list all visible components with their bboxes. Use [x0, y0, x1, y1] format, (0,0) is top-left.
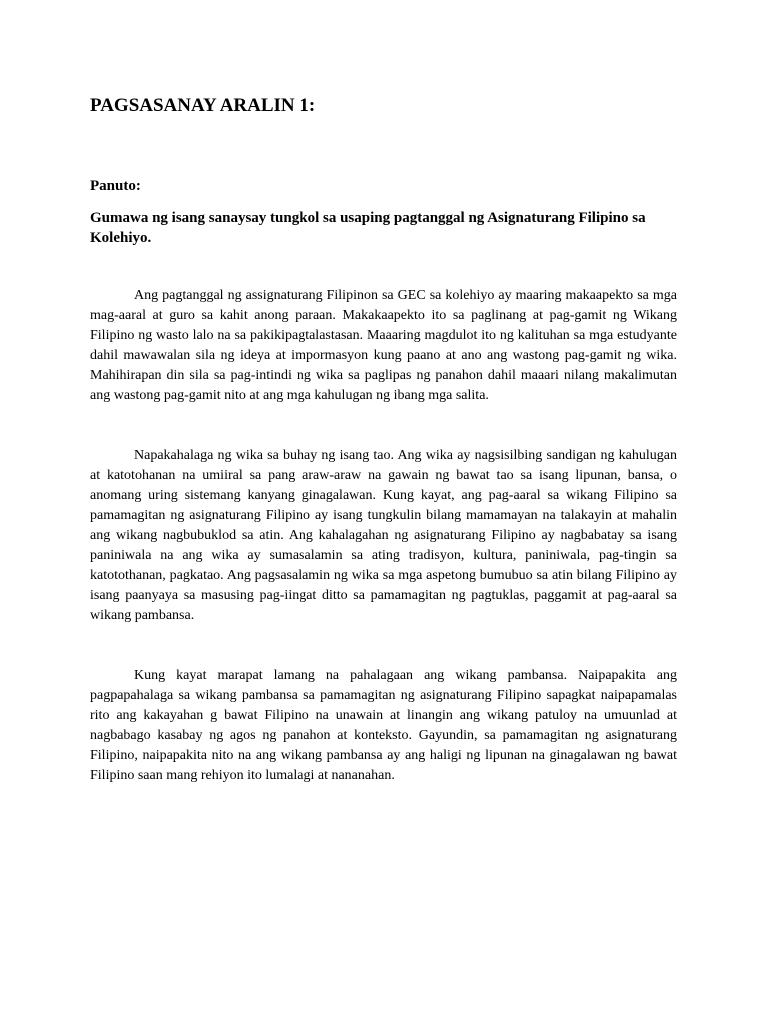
- page-title: PAGSASANAY ARALIN 1:: [90, 95, 316, 116]
- instructions-label: Panuto:: [90, 178, 141, 194]
- essay-paragraph-2: Napakahalaga ng wika sa buhay ng isang tao. Ang wika ay nagsisilbing sandigan ng kahulugan at katotohanan na umiiral sa pang araw-araw na gawain ng bawat tao sa isang lipunan, bansa, o anomang uring sistemang kanyang ginagalawan. Kung kayat, ang pag-aaral sa wikang Filipino sa pamamagitan ng asignaturang Filipino ay isang tungkulin bilang mamamayan na talakayin at mahalin ang wikang nagbubuklod sa atin. Ang kahalagahan ng asignaturang Filipino ay nagbabatay sa isang paniniwala na ang wika ay sumasalamin sa ating tradisyon, kultura, paniniwala, pag-tingin sa katotothanan, pagkatao. Ang pagsasalamin ng wika sa mga aspetong bumubuo sa atin bilang Filipino ay isang paanyaya sa masusing pag-iingat ditto sa pamamagitan ng pagtuklas, paggamit at pag-aaral sa wikang pambansa.: [90, 448, 677, 623]
- instructions-text: Gumawa ng isang sanaysay tungkol sa usaping pagtanggal ng Asignaturang Filipino sa Kolehiyo.: [90, 210, 646, 246]
- document-body: [90, 94, 677, 786]
- essay-paragraph-1: Ang pagtanggal ng assignaturang Filipinon sa GEC sa kolehiyo ay maaring makaapekto sa mga mag-aaral at guro sa kahit anong paraan. Makakaapekto ito sa paglinang at pag-gamit ng Wikang Filipino ng wasto lalo na sa pakikipagtalastasan. Maaaring magdulot ito ng kalituhan sa mga estudyante dahil mawawalan sila ng ideya at impormasyon kung paano at ano ang wastong pag-gamit ng wika. Mahihirapan din sila sa pag-intindi ng wika sa paglipas ng panahon dahil maaari nilang makalimutan ang wastong pag-gamit nito at ang mga kahulugan ng ibang mga salita.: [90, 288, 677, 403]
- essay-paragraph-3: Kung kayat marapat lamang na pahalagaan ang wikang pambansa. Naipapakita ang pagpapahalaga sa wikang pambansa sa pamamagitan ng asignaturang Filipino sapagkat naipapamalas rito ang kakayahan g bawat Filipino na unawain at linangin ang wikang patuloy na umuunlad at nagbabago kasabay ng agos ng panahon at konteksto. Gayundin, sa pamamagitan ng asignaturang Filipino, naipapakita nito na ang wikang pambansa ay ang haligi ng lipunan na ginagalawan ng bawat Filipino saan mang rehiyon ito lumalagi at nananahan.: [90, 668, 677, 783]
